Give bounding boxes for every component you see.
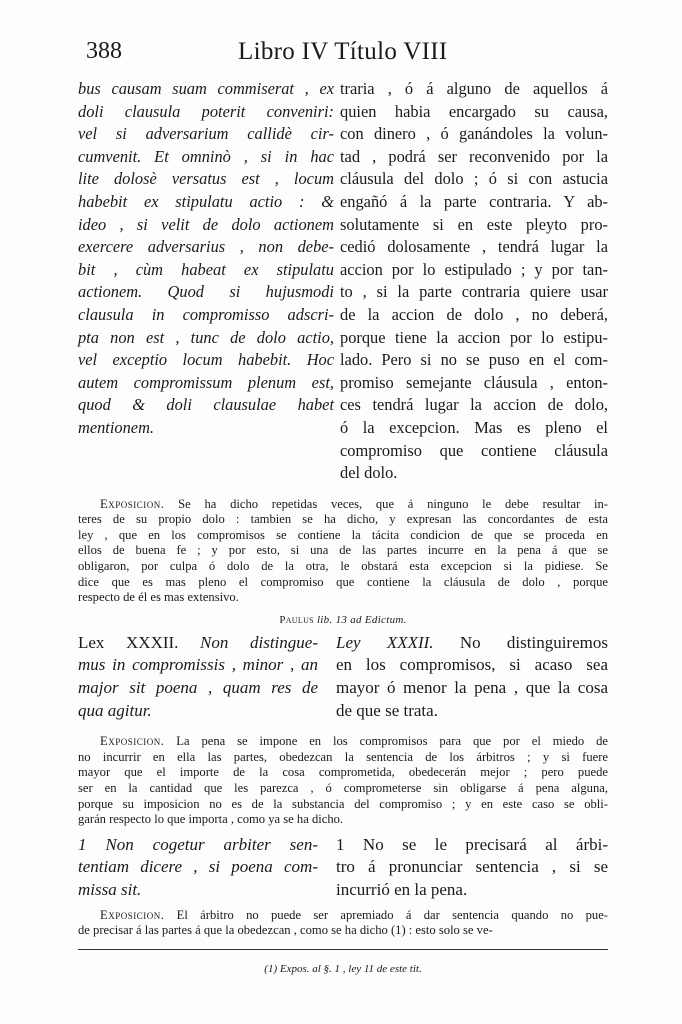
section-1 (78, 834, 608, 902)
exposicion-line: dice que es mas pleno el compromiso que contiene la cláusula de dolo , porque (78, 574, 608, 589)
spanish-line: tad , podrá ser reconvenido por la (340, 146, 608, 166)
exposicion-1 (78, 497, 608, 606)
exposicion-3 (78, 908, 608, 939)
exposicion-label: Exposicion. (100, 907, 165, 922)
spanish-line: del dolo. (340, 463, 398, 483)
page-header (78, 38, 608, 72)
latin-line: doli clausula poterit conveniri: (78, 101, 334, 121)
spanish-line: cedió dolosamente , tendrá lugar la (340, 237, 608, 257)
spanish-line: accion por lo estipulado ; y por tan- (340, 259, 608, 279)
spanish-line: de la accion de dolo , no deberá, (340, 304, 608, 324)
latin-line: mentionem. (78, 417, 155, 437)
exposicion-line (78, 497, 608, 513)
section-latin-line: missa sit. (78, 879, 142, 899)
running-title: Libro IV Título VIII (238, 38, 448, 65)
latin-line: clausula in compromisso adscri- (78, 304, 334, 324)
lex-32 (78, 632, 608, 722)
latin-column (78, 78, 334, 485)
lex-32-latin (78, 632, 318, 722)
latin-line: bus causam suam commiserat , ex (78, 79, 334, 98)
spanish-line: solutamente si en este pleyto pro- (340, 214, 608, 234)
parallel-text (78, 78, 608, 485)
latin-line: pta non est , tunc de dolo actio, (78, 327, 334, 347)
lex-32-spanish (336, 632, 608, 722)
latin-line: cumvenit. Et omninò , si in hac (78, 146, 334, 166)
section-spanish-line: incurrió en la pena. (336, 879, 468, 899)
spanish-line: con dinero , ó ganándoles la volun- (340, 124, 608, 144)
latin-line: lite dolosè versatus est , locum (78, 169, 334, 189)
spanish-line: compromiso que contiene cláusula (340, 440, 608, 460)
exposicion-2 (78, 734, 608, 828)
footnote-rule (78, 949, 608, 950)
exposicion-text: Se ha dicho repetidas veces, que á ninguno le debe resultar in- (164, 496, 608, 511)
exposicion-line (78, 908, 608, 924)
lex-heading: Lex XXXII. (78, 632, 179, 652)
latin-line: vel exceptio locum habebit. Hoc (78, 350, 334, 370)
page (78, 38, 608, 975)
section-1-latin (78, 834, 318, 902)
exposicion-text: La pena se impone en los compromisos para que por el miedo de (164, 734, 608, 749)
exposicion-label: Exposicion. (100, 734, 165, 749)
lex-latin-line (78, 632, 318, 655)
lex-spanish-line: mayor ó menor la pena , que la cosa (336, 678, 608, 698)
page-number: 388 (86, 38, 122, 64)
exposicion-line: no incurrir en ella las partes, obedezcan la sentencia de los árbitros ; y si fuere (78, 749, 608, 764)
lex-spanish-line: de que se trata. (336, 700, 438, 720)
lex-latin-line: mus in compromissis , minor , an (78, 655, 318, 675)
latin-line: exercere adversarius , non debe- (78, 237, 334, 257)
latin-line: autem compromissum plenum est, (78, 372, 334, 392)
exposicion-line: de precisar á las partes á que la obedezcan , como se ha dicho (1) : esto solo se ve- (78, 923, 493, 938)
ley-heading: Ley XXXII. (336, 632, 434, 652)
exposicion-line: ellos de buena fe ; y por esto, si una de las partes incurre en la pena á que se (78, 543, 608, 558)
source-author: Paulus (279, 613, 314, 626)
lex-text: Non distingue- (178, 632, 318, 652)
exposicion-line (78, 734, 608, 750)
latin-line: bit , cùm habeat ex stipulatu (78, 259, 334, 279)
spanish-line: cláusula del dolo ; ó si con astucia (340, 169, 608, 189)
spanish-line: ces tendrá lugar la accion de dolo, (340, 395, 608, 415)
section-spanish-line: tro á pronunciar sentencia , si se (336, 857, 608, 877)
section-1-spanish (336, 834, 608, 902)
exposicion-line: respecto de él es mas extensivo. (78, 590, 239, 605)
spanish-line: engañó á la parte contraria. Y ab- (340, 191, 608, 211)
section-latin-line: 1 Non cogetur arbiter sen- (78, 834, 318, 854)
latin-line: actionem. Quod si hujusmodi (78, 282, 334, 302)
exposicion-line: teres de su propio dolo : tambien se ha dicho, y expresan las concordantes de esta (78, 512, 608, 527)
spanish-line: ó la excepcion. Mas es pleno el (340, 417, 608, 437)
source-ref: lib. 13 ad Edictum. (313, 613, 407, 626)
exposicion-line: porque su imposicion no es de la substancia del compromiso ; y en este caso se obli- (78, 796, 608, 811)
exposicion-line: mayor que el importe de la cosa comprometida, obedecerán mejor ; pero puede (78, 765, 608, 780)
lex-spanish-line: en los compromisos, si acaso sea (336, 655, 608, 675)
spanish-line: promiso semejante cláusula , enton- (340, 372, 608, 392)
spanish-column (340, 78, 608, 485)
exposicion-label: Exposicion. (100, 496, 165, 511)
exposicion-text: El árbitro no puede ser apremiado á dar sentencia quando no pue- (164, 907, 608, 922)
spanish-line: porque tiene la accion por lo estipu- (340, 327, 608, 347)
spanish-line: lado. Pero si no se puso en el com- (340, 350, 608, 370)
lex-latin-line: qua agitur. (78, 700, 152, 720)
exposicion-line: ley , que en los compromisos se contiene la tácita condicion de que se proceda en (78, 527, 608, 542)
exposicion-line: ser en la cantidad que les parezca , ó comprometerse sin obligarse á pena alguna, (78, 781, 608, 795)
latin-line: ideo , si velit de dolo actionem (78, 214, 334, 234)
spanish-line: traria , ó á alguno de aquellos á (340, 79, 608, 98)
latin-line: habebit ex stipulatu actio : & (78, 191, 334, 211)
latin-line: quod & doli clausulae habet (78, 395, 334, 415)
exposicion-line: garán respecto lo que importa , como ya se ha dicho. (78, 812, 344, 827)
lex-spanish-line (336, 632, 608, 655)
footnote: (1) Expos. al §. 1 , ley 11 de este tit. (264, 962, 422, 975)
spanish-line: quien habia encargado su causa, (340, 101, 608, 121)
section-spanish-line: 1 No se le precisará al árbi- (336, 834, 608, 854)
section-latin-line: tentiam dicere , si poena com- (78, 857, 318, 877)
lex-latin-line: major sit poena , quam res de (78, 678, 318, 698)
ley-text: No distinguiremos (433, 632, 608, 652)
exposicion-line: obligaron, por culpa ó dolo de la otra, le obstará esta excepcion si la pidiese. Se (78, 559, 608, 574)
latin-line: vel si adversarium callidè cir- (78, 124, 334, 144)
source-citation (78, 614, 608, 626)
spanish-line: to , si la parte contraria quiere usar (340, 282, 608, 302)
